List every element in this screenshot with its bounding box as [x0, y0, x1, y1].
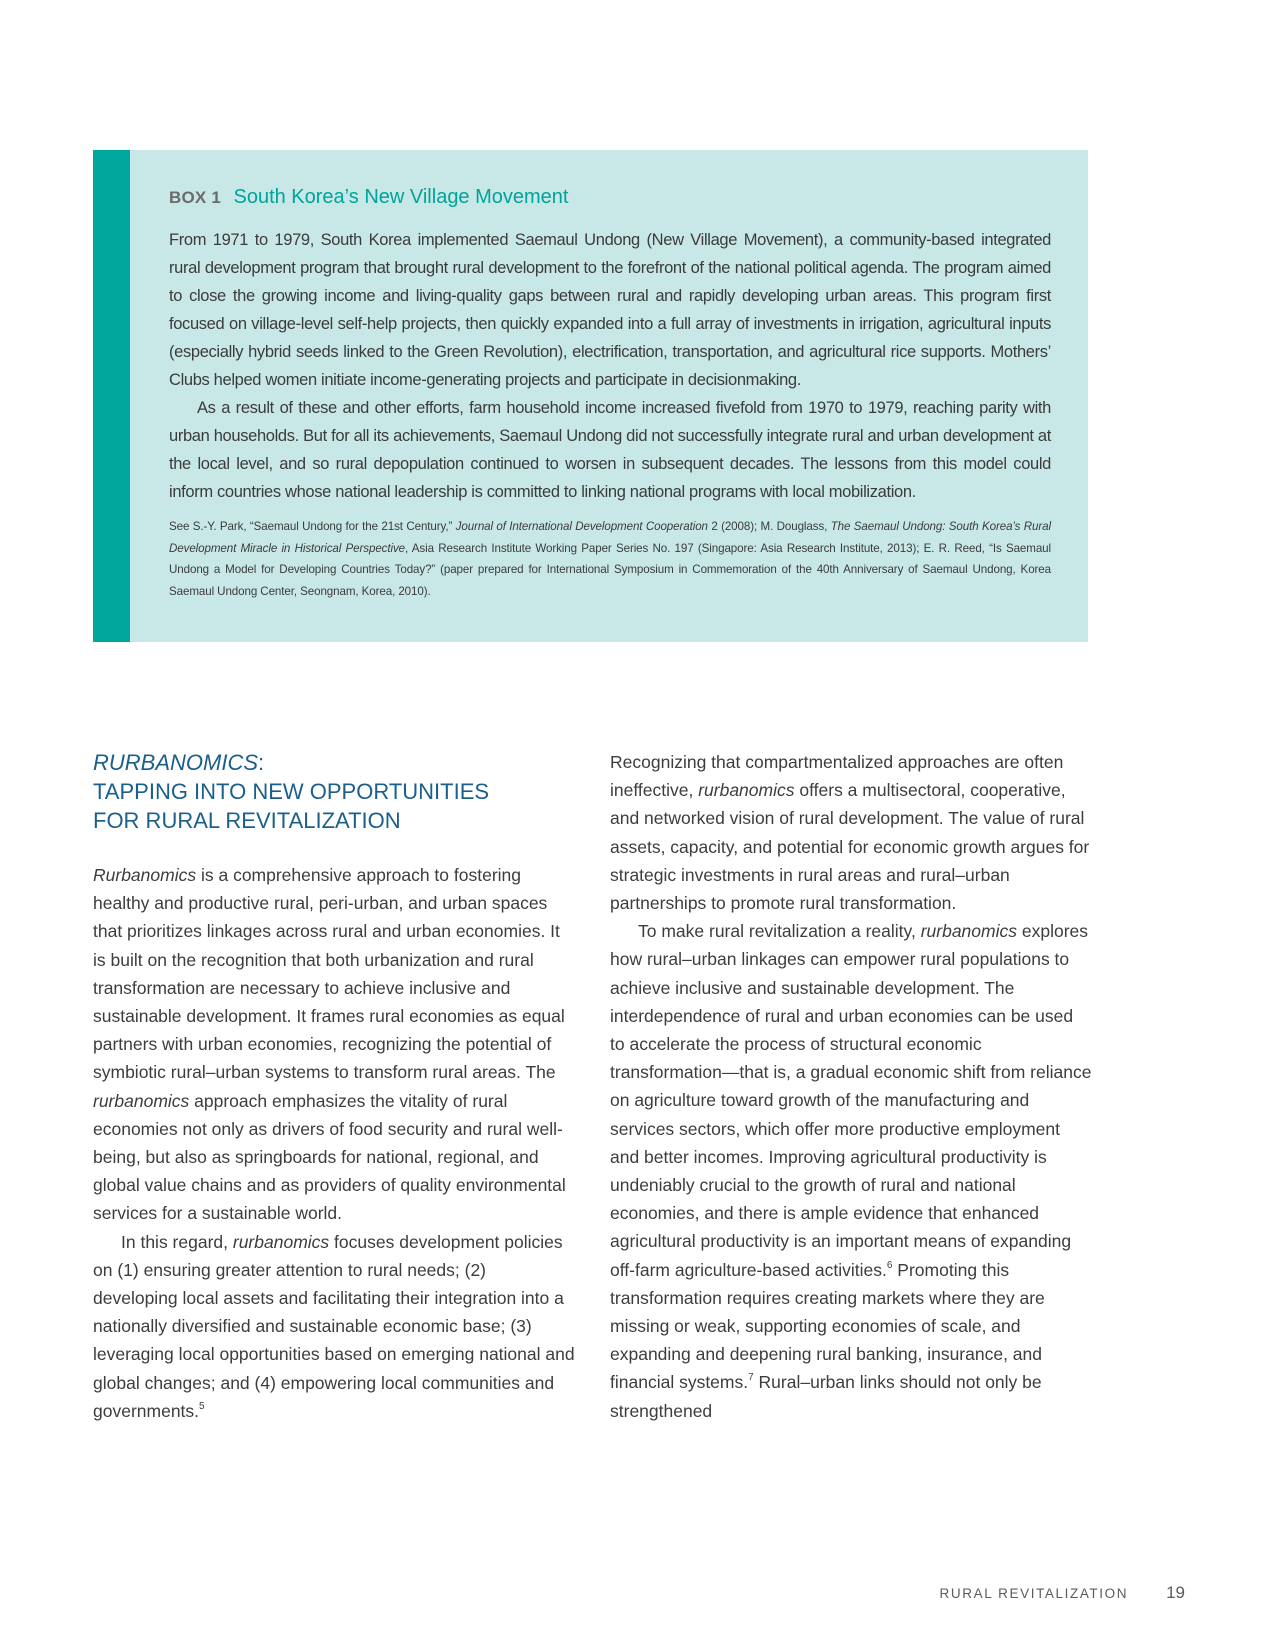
heading-italic: RURBANOMICS — [93, 750, 259, 775]
page-footer — [940, 1583, 1185, 1603]
body-text: In this regard, — [121, 1231, 233, 1252]
note-book-title: The Saemaul Undong: South Korea’s Rural Development Miracle in Historical Perspective — [169, 520, 1051, 555]
box-source-notes — [169, 516, 1051, 602]
heading-line-2: TAPPING INTO NEW OPPORTUNITIES — [93, 779, 490, 804]
note-text: , Asia Research Institute Working Paper Series No. 197 (Singapore: Asia Research Institute, 2013); E. R. Reed, “Is Saemaul Undong a Model for Developing Countries Today?” (paper prepared for International Symposium in Commemoration of the 40th Anniversary of Saemaul Undong, Korea Saemaul Undong Center, Seongnam, Korea, 2010). — [169, 541, 1052, 598]
body-paragraph — [610, 917, 1092, 1425]
sidebar-box — [93, 150, 1088, 642]
left-column — [93, 861, 575, 1425]
right-column — [610, 748, 1092, 1425]
note-text: See S.-Y. Park, “Saemaul Undong for the 21st Century,” — [169, 520, 456, 533]
body-text: To make rural revitalization a reality, — [638, 921, 921, 942]
box-paragraph: From 1971 to 1979, South Korea implemented Saemaul Undong (New Village Movement), a community-based integrated rural development program that brought rural development to the forefront of the national political agenda. The program aimed to close the growing income and living-quality gaps between rural and rapidly developing urban areas. This program first focused on village-level self-help projects, then quickly expanded into a full array of investments in irrigation, agricultural inputs (especially hybrid seeds linked to the Green Revolution), electrification, transportation, and agricultural rice supports. Mothers’ Clubs helped women initiate income-generating projects and participate in decisionmaking. — [169, 231, 1051, 389]
box-label: BOX 1 — [169, 188, 222, 207]
italic-term: rurbanomics — [93, 1090, 190, 1111]
box-header — [169, 186, 1051, 216]
body-text: approach emphasizes the vitality of rural economies not only as drivers of food security and rural well-being, but also as springboards for national, regional, and global value chains and as providers of quality environmental services for a sustainable world. — [93, 1090, 566, 1224]
italic-term: rurbanomics — [232, 1231, 330, 1252]
box-body — [169, 226, 1051, 506]
body-text: Promoting this transformation requires creating markets where they are missing or weak, supporting economies of scale, and expanding and deepening rural banking, insurance, and financial systems. — [610, 1259, 1045, 1393]
box-title: South Korea’s New Village Movement — [233, 186, 569, 208]
note-text: 2 (2008); M. Douglass, — [707, 520, 831, 533]
body-paragraph — [93, 861, 575, 1228]
body-text: focuses development policies on (1) ensuring greater attention to rural needs; (2) developing local assets and facilitating their integration into a nationally diversified and sustainable economic base; (3) leveraging local opportunities based on emerging national and global changes; and (4) empowering local communities and governments. — [93, 1231, 575, 1421]
italic-term: rurbanomics — [698, 780, 795, 801]
body-text: Rural–urban links should not only be strengthened — [610, 1372, 1042, 1421]
page-number: 19 — [1166, 1583, 1185, 1602]
body-paragraph — [610, 748, 1092, 917]
footnote-ref: 6 — [886, 1259, 893, 1271]
heading-line-1 — [93, 748, 563, 777]
italic-term: Rurbanomics — [93, 865, 197, 885]
body-text: offers a multisectoral, cooperative, and networked vision of rural development. The value of rural assets, capacity, and potential for economic growth argues for strategic investments in rural areas and rural–urban partnerships to promote rural transformation. — [610, 780, 1090, 914]
note-journal-title: Journal of International Development Cooperation — [455, 520, 708, 533]
footnote-ref: 7 — [748, 1372, 754, 1384]
italic-term: rurbanomics — [920, 921, 1017, 942]
footnote-ref: 5 — [199, 1400, 205, 1412]
body-text: is a comprehensive approach to fostering healthy and productive rural, peri-urban, and urban spaces that prioritizes linkages across rural and urban economies. It is built on the recognition that both urbanization and rural transformation are necessary to achieve inclusive and sustainable development. It frames rural economies as equal partners with urban economies, recognizing the potential of symbiotic rural–urban systems to transform rural areas. The — [93, 865, 565, 1083]
box-content — [169, 186, 1051, 602]
box-accent-bar — [93, 150, 130, 642]
box-paragraph: As a result of these and other efforts, farm household income increased fivefold from 1970 to 1979, reaching parity with urban households. But for all its achievements, Saemaul Undong did not successfully integrate rural and urban development at the local level, and so rural depopulation continued to worsen in subsequent decades. The lessons from this model could inform countries whose national leadership is committed to linking national programs with local mobilization. — [169, 399, 1051, 501]
body-paragraph — [93, 1228, 575, 1425]
body-text: Recognizing that compartmentalized approaches are often ineffective, — [610, 752, 1064, 801]
heading-line-3: FOR RURAL REVITALIZATION — [93, 808, 401, 833]
body-text: explores how rural–urban linkages can empower rural populations to achieve inclusive and sustainable development. The interdependence of rural and urban economies can be used to accelerate the process of structural economic transformation—that is, a gradual economic shift from reliance on agriculture toward growth of the manufacturing and services sectors, which offer more productive employment and better incomes. Improving agricultural productivity is undeniably crucial to the growth of rural and national economies, and there is ample evidence that enhanced agricultural productivity is an important means of expanding off-farm agriculture-based activities. — [610, 921, 1092, 1280]
section-heading — [93, 748, 563, 835]
heading-colon: : — [258, 750, 265, 775]
running-footer-title: RURAL REVITALIZATION — [939, 1585, 1129, 1601]
